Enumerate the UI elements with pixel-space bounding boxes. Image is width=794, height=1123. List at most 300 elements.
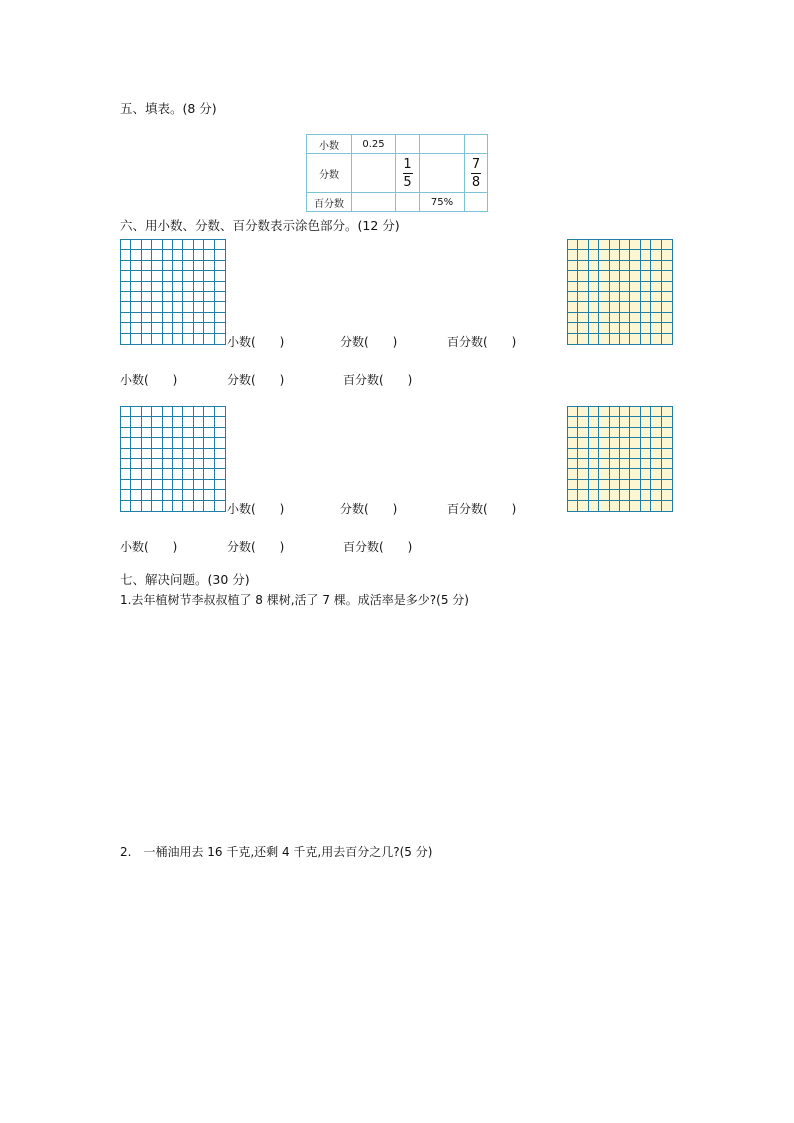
grid-cell <box>651 292 661 302</box>
grid-cell <box>215 480 225 490</box>
grid-cell <box>620 480 630 490</box>
grid-cell <box>121 302 131 312</box>
cell-percent-value: 75% <box>420 193 465 212</box>
grid-cell <box>163 271 173 281</box>
grid-cell <box>121 459 131 469</box>
grid-cell <box>142 334 152 344</box>
grid-cell <box>568 302 578 312</box>
cell-blank <box>352 154 396 193</box>
grid-cell <box>662 302 672 312</box>
grid-cell <box>142 469 152 479</box>
grid-cell <box>142 240 152 250</box>
grid-cell <box>589 480 599 490</box>
grid-cell <box>131 302 141 312</box>
grid-cell <box>163 490 173 500</box>
grid-cell <box>163 302 173 312</box>
grid-cell <box>641 334 651 344</box>
grid-cell <box>131 261 141 271</box>
grid-cell <box>610 480 620 490</box>
grid-cell <box>641 469 651 479</box>
grid-cell <box>651 334 661 344</box>
grid-cell <box>641 417 651 427</box>
grid-cell <box>589 271 599 281</box>
grid-cell <box>620 407 630 417</box>
grid-cell <box>568 292 578 302</box>
grid-cell <box>142 459 152 469</box>
grid-cell <box>662 438 672 448</box>
grid-cell <box>599 480 609 490</box>
grid-cell <box>194 302 204 312</box>
grid-cell <box>589 428 599 438</box>
grid-cell <box>651 469 661 479</box>
grid-cell <box>620 302 630 312</box>
cell-decimal-value: 0.25 <box>352 135 396 154</box>
grid-cell <box>630 480 640 490</box>
grid-cell <box>610 323 620 333</box>
grid-cell <box>183 459 193 469</box>
grid-cell <box>599 490 609 500</box>
grid-cell <box>173 271 183 281</box>
grid-cell <box>589 459 599 469</box>
grid-cell <box>204 261 214 271</box>
grid-cell <box>578 490 588 500</box>
grid-cell <box>662 261 672 271</box>
grid-cell <box>589 469 599 479</box>
grid-cell <box>630 313 640 323</box>
grid-cell <box>142 323 152 333</box>
grid-cell <box>610 271 620 281</box>
grid-cell <box>610 407 620 417</box>
grid-cell <box>662 282 672 292</box>
grid-cell <box>568 240 578 250</box>
grid-cell <box>183 323 193 333</box>
grid-cell <box>215 250 225 260</box>
grid-cell <box>204 449 214 459</box>
grid-cell <box>610 250 620 260</box>
grid-cell <box>578 240 588 250</box>
grid-cell <box>568 417 578 427</box>
grid-cell <box>142 438 152 448</box>
grid-cell <box>142 313 152 323</box>
cell-blank <box>420 135 465 154</box>
grid-cell <box>630 501 640 511</box>
grid-cell <box>131 490 141 500</box>
grid-cell <box>568 250 578 260</box>
grid-cell <box>568 428 578 438</box>
grid-cell <box>194 459 204 469</box>
grid-cell <box>620 313 630 323</box>
grid-cell <box>630 261 640 271</box>
grid-cell <box>610 449 620 459</box>
answer-fraction: 分数( ) <box>227 540 285 554</box>
grid-cell <box>610 459 620 469</box>
grid-cell <box>662 480 672 490</box>
grid-cell <box>142 417 152 427</box>
answer-decimal: 小数( ) <box>120 540 178 554</box>
grid-cell <box>641 240 651 250</box>
grid-cell <box>578 323 588 333</box>
grid-cell <box>183 313 193 323</box>
grid-cell <box>131 417 141 427</box>
grid-cell <box>662 449 672 459</box>
grid-cell <box>152 480 162 490</box>
grid-cell <box>121 480 131 490</box>
grid-cell <box>194 334 204 344</box>
conversion-table <box>306 134 488 212</box>
grid-cell <box>131 282 141 292</box>
grid-cell <box>131 292 141 302</box>
cell-blank <box>396 135 420 154</box>
grid-cell <box>121 469 131 479</box>
grid-cell <box>152 271 162 281</box>
grid-cell <box>173 240 183 250</box>
grid-cell <box>620 490 630 500</box>
grid-cell <box>651 313 661 323</box>
grid-cell <box>194 323 204 333</box>
grid-cell <box>173 282 183 292</box>
grid-cell <box>183 282 193 292</box>
grid-cell <box>630 490 640 500</box>
grid-cell <box>194 292 204 302</box>
grid-cell <box>121 428 131 438</box>
grid-cell <box>163 469 173 479</box>
question-1: 1.去年植树节李叔叔植了 8 棵树,活了 7 棵。成活率是多少?(5 分) <box>120 593 469 607</box>
grid-cell <box>173 438 183 448</box>
grid-cell <box>215 469 225 479</box>
grid-cell <box>610 428 620 438</box>
grid-cell <box>152 407 162 417</box>
grid-cell <box>131 501 141 511</box>
grid-cell <box>641 459 651 469</box>
grid-cell <box>610 261 620 271</box>
grid-cell <box>578 271 588 281</box>
answer-fraction: 分数( ) <box>227 373 285 387</box>
grid-cell <box>121 271 131 281</box>
grid-cell <box>599 240 609 250</box>
grid-cell <box>173 302 183 312</box>
grid-cell <box>620 501 630 511</box>
grid-cell <box>610 292 620 302</box>
grid-cell <box>568 459 578 469</box>
grid-cell <box>183 271 193 281</box>
grid-cell <box>630 282 640 292</box>
answer-fraction: 分数( ) <box>340 502 398 516</box>
grid-cell <box>215 501 225 511</box>
grid-cell <box>215 438 225 448</box>
grid-cell <box>131 428 141 438</box>
grid-cell <box>131 469 141 479</box>
grid-cell <box>183 480 193 490</box>
grid-cell <box>204 417 214 427</box>
grid-cell <box>173 250 183 260</box>
grid-cell <box>121 490 131 500</box>
grid-cell <box>599 313 609 323</box>
grid-cell <box>578 292 588 302</box>
grid-cell <box>152 438 162 448</box>
grid-cell <box>183 240 193 250</box>
grid-cell <box>651 480 661 490</box>
grid-cell <box>152 313 162 323</box>
grid-cell <box>568 323 578 333</box>
grid-cell <box>651 459 661 469</box>
grid-cell <box>641 271 651 281</box>
grid-cell <box>578 459 588 469</box>
grid-cell <box>215 313 225 323</box>
grid-cell <box>568 480 578 490</box>
grid-cell <box>152 428 162 438</box>
grid-cell <box>121 240 131 250</box>
grid-cell <box>578 261 588 271</box>
grid-cell <box>568 438 578 448</box>
grid-cell <box>152 449 162 459</box>
grid-cell <box>620 261 630 271</box>
grid-cell <box>620 469 630 479</box>
grid-cell <box>204 501 214 511</box>
grid-cell <box>204 428 214 438</box>
grid-cell <box>194 417 204 427</box>
grid-cell <box>204 480 214 490</box>
grid-cell <box>630 407 640 417</box>
grid-cell <box>131 334 141 344</box>
grid-cell <box>568 469 578 479</box>
grid-cell <box>194 282 204 292</box>
grid-cell <box>163 501 173 511</box>
grid-cell <box>131 250 141 260</box>
cell-fraction-1 <box>396 154 420 193</box>
answer-percent: 百分数( ) <box>343 373 413 387</box>
grid-cell <box>599 459 609 469</box>
answer-decimal: 小数( ) <box>120 373 178 387</box>
grid-cell <box>152 501 162 511</box>
grid-cell <box>599 282 609 292</box>
grid-cell <box>183 417 193 427</box>
grid-cell <box>630 292 640 302</box>
grid-cell <box>183 292 193 302</box>
grid-cell <box>589 438 599 448</box>
grid-cell <box>121 323 131 333</box>
grid-cell <box>121 282 131 292</box>
grid-cell <box>578 302 588 312</box>
grid-cell <box>121 438 131 448</box>
grid-cell <box>599 261 609 271</box>
grid-cell <box>173 323 183 333</box>
grid-cell <box>204 302 214 312</box>
hundred-grid-1 <box>120 239 226 345</box>
grid-cell <box>610 490 620 500</box>
grid-cell <box>620 282 630 292</box>
grid-cell <box>630 428 640 438</box>
grid-cell <box>599 302 609 312</box>
grid-cell <box>131 449 141 459</box>
grid-cell <box>121 417 131 427</box>
grid-cell <box>610 501 620 511</box>
grid-cell <box>641 407 651 417</box>
section7-heading: 七、解决问题。(30 分) <box>120 572 250 587</box>
grid-cell <box>610 469 620 479</box>
grid-cell <box>121 407 131 417</box>
grid-cell <box>131 480 141 490</box>
grid-cell <box>589 501 599 511</box>
grid-cell <box>662 407 672 417</box>
grid-cell <box>183 334 193 344</box>
grid-cell <box>651 250 661 260</box>
grid-cell <box>589 313 599 323</box>
grid-cell <box>620 323 630 333</box>
grid-cell <box>215 271 225 281</box>
grid-cell <box>578 428 588 438</box>
grid-cell <box>142 292 152 302</box>
grid-cell <box>142 428 152 438</box>
grid-cell <box>152 250 162 260</box>
grid-cell <box>183 438 193 448</box>
grid-cell <box>589 261 599 271</box>
cell-blank <box>396 193 420 212</box>
grid-cell <box>568 313 578 323</box>
grid-cell <box>215 490 225 500</box>
grid-cell <box>610 438 620 448</box>
grid-cell <box>630 417 640 427</box>
grid-cell <box>589 302 599 312</box>
grid-cell <box>204 323 214 333</box>
grid-cell <box>630 334 640 344</box>
grid-cell <box>620 438 630 448</box>
grid-cell <box>589 240 599 250</box>
grid-cell <box>152 490 162 500</box>
grid-cell <box>204 282 214 292</box>
grid-cell <box>215 449 225 459</box>
grid-cell <box>651 417 661 427</box>
grid-cell <box>183 261 193 271</box>
grid-cell <box>651 501 661 511</box>
grid-cell <box>163 407 173 417</box>
fraction-1-denominator: 5 <box>403 174 412 190</box>
section5-heading: 五、填表。(8 分) <box>120 101 217 116</box>
grid-cell <box>142 282 152 292</box>
grid-cell <box>630 240 640 250</box>
grid-cell <box>152 459 162 469</box>
grid-cell <box>183 428 193 438</box>
grid-cell <box>142 501 152 511</box>
grid-cell <box>599 323 609 333</box>
grid-cell <box>662 240 672 250</box>
grid-cell <box>204 334 214 344</box>
grid-cell <box>131 323 141 333</box>
grid-cell <box>121 250 131 260</box>
grid-cell <box>173 469 183 479</box>
grid-cell <box>215 261 225 271</box>
grid-cell <box>599 449 609 459</box>
grid-cell <box>568 501 578 511</box>
grid-cell <box>131 407 141 417</box>
grid-cell <box>610 302 620 312</box>
grid-cell <box>630 302 640 312</box>
grid-cell <box>599 469 609 479</box>
grid-cell <box>163 334 173 344</box>
grid-cell <box>641 428 651 438</box>
grid-cell <box>121 501 131 511</box>
grid-cell <box>610 282 620 292</box>
grid-cell <box>152 282 162 292</box>
grid-cell <box>599 292 609 302</box>
grid-cell <box>204 490 214 500</box>
grid-cell <box>173 449 183 459</box>
grid-cell <box>578 469 588 479</box>
grid-cell <box>599 501 609 511</box>
grid-cell <box>204 313 214 323</box>
grid-cell <box>131 271 141 281</box>
cell-blank <box>352 193 396 212</box>
grid-cell <box>568 261 578 271</box>
grid-cell <box>142 490 152 500</box>
row-label-percent: 百分数 <box>307 193 352 212</box>
grid-cell <box>599 334 609 344</box>
grid-cell <box>163 313 173 323</box>
grid-cell <box>610 313 620 323</box>
grid-cell <box>589 334 599 344</box>
grid-cell <box>215 417 225 427</box>
grid-cell <box>599 271 609 281</box>
grid-cell <box>641 250 651 260</box>
grid-cell <box>163 240 173 250</box>
grid-cell <box>194 313 204 323</box>
grid-cell <box>204 250 214 260</box>
grid-cell <box>651 490 661 500</box>
grid-cell <box>204 438 214 448</box>
answer-decimal: 小数( ) <box>227 502 285 516</box>
grid-cell <box>215 459 225 469</box>
grid-cell <box>173 480 183 490</box>
grid-cell <box>568 490 578 500</box>
grid-cell <box>589 449 599 459</box>
grid-cell <box>173 313 183 323</box>
grid-cell <box>131 313 141 323</box>
grid-cell <box>194 407 204 417</box>
grid-cell <box>589 250 599 260</box>
hundred-grid-4 <box>567 406 673 512</box>
grid-cell <box>578 250 588 260</box>
grid-cell <box>215 323 225 333</box>
grid-cell <box>204 292 214 302</box>
grid-cell <box>620 459 630 469</box>
grid-cell <box>131 459 141 469</box>
grid-cell <box>630 271 640 281</box>
grid-cell <box>194 428 204 438</box>
grid-cell <box>183 469 193 479</box>
grid-cell <box>610 417 620 427</box>
grid-cell <box>630 438 640 448</box>
cell-blank <box>465 193 488 212</box>
question-2: 2. 一桶油用去 16 千克,还剩 4 千克,用去百分之几?(5 分) <box>120 845 433 859</box>
grid-cell <box>630 323 640 333</box>
grid-cell <box>121 292 131 302</box>
grid-cell <box>641 302 651 312</box>
grid-cell <box>599 250 609 260</box>
grid-cell <box>641 313 651 323</box>
grid-cell <box>589 292 599 302</box>
grid-cell <box>599 417 609 427</box>
grid-cell <box>662 271 672 281</box>
grid-cell <box>121 334 131 344</box>
grid-cell <box>163 250 173 260</box>
grid-cell <box>651 323 661 333</box>
grid-cell <box>204 240 214 250</box>
grid-cell <box>641 438 651 448</box>
grid-cell <box>152 302 162 312</box>
grid-cell <box>173 501 183 511</box>
grid-cell <box>152 292 162 302</box>
grid-cell <box>163 438 173 448</box>
cell-fraction-2 <box>465 154 488 193</box>
